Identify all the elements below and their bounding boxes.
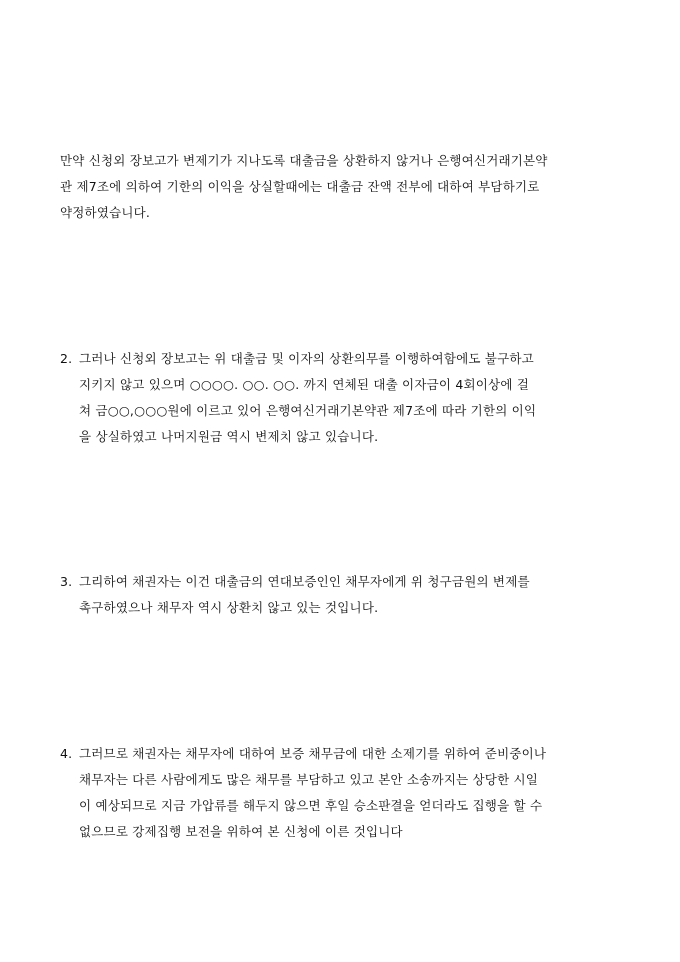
text-line-first: [60, 569, 620, 595]
text-line: 그리하여 채권자는 이건 대출금의 연대보증인인 채무자에게 위 청구금원의 변제를: [79, 574, 530, 589]
text-line-first: [60, 346, 620, 372]
text-line: 그러므로 채권자는 채무자에 대하여 보증 채무금에 대한 소제기를 위하여 준비중이나: [79, 746, 547, 761]
text-line: 약정하였습니다.: [60, 205, 151, 220]
text-line-first: [60, 741, 620, 767]
text-line: 이 예상되므로 지금 가압류를 해두지 않으면 후일 승소판결을 얻더라도 집행을 할 수: [79, 798, 543, 813]
text-line: 그러나 신청외 장보고는 위 대출금 및 이자의 상환의무를 이행하여함에도 불구하고: [79, 351, 534, 366]
text-line: 관 제7조에 의하여 기한의 이익을 상실할때에는 대출금 잔액 전부에 대하여 부담하기로: [60, 179, 540, 194]
paragraph-1: [60, 148, 620, 226]
text-line: 채무자는 다른 사람에게도 많은 채무를 부담하고 있고 본안 소송까지는 상당한 시일: [79, 772, 539, 787]
paragraph-number: 4.: [60, 746, 73, 761]
paragraph-3: [60, 569, 620, 621]
paragraph-number: 2.: [60, 351, 73, 366]
paragraph-4: [60, 741, 620, 845]
text-line: 을 상실하였고 나머지원금 역시 변제치 않고 있습니다.: [79, 429, 379, 444]
text-line: 쳐 금○○,○○○원에 이르고 있어 은행여신거래기본약관 제7조에 따라 기한의 이익: [79, 403, 537, 418]
text-line: 없으므로 강제집행 보전을 위하여 본 신청에 이른 것입니다: [79, 824, 403, 839]
text-line: 만약 신청외 장보고가 변제기가 지나도록 대출금을 상환하지 않거나 은행여신거래기본약: [60, 153, 548, 168]
paragraph-number: 3.: [60, 574, 73, 589]
paragraph-2: [60, 346, 620, 450]
text-line: 지키지 않고 있으며 ○○○○. ○○. ○○. 까지 연체된 대출 이자금이 4회이상에 걸: [79, 377, 530, 392]
text-line: 촉구하였으나 채무자 역시 상환치 않고 있는 것입니다.: [79, 600, 379, 615]
